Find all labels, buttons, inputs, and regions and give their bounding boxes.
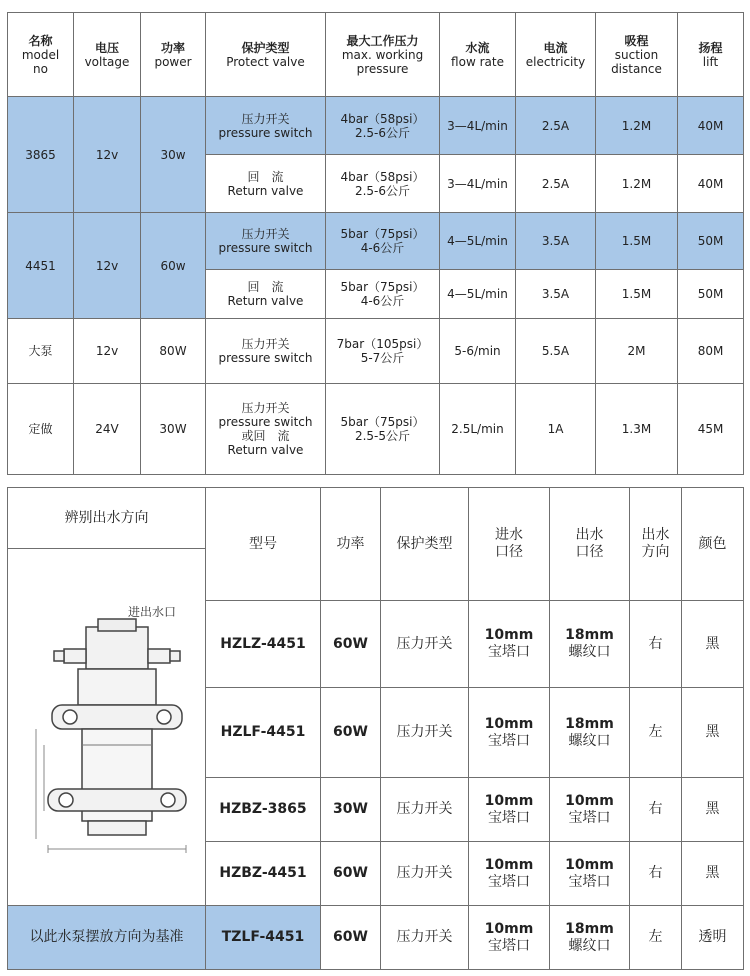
direction-cell: 左: [630, 906, 682, 970]
header-suction: 吸程 suction distance: [596, 13, 678, 97]
current-cell: 5.5A: [516, 319, 596, 384]
suction-cell: 2M: [596, 319, 678, 384]
pump-diagram-cell: [8, 549, 206, 906]
color-cell: 黑: [682, 778, 744, 842]
current-cell: 2.5A: [516, 97, 596, 155]
pressure-cell: 4bar（58psi） 2.5-6公斤: [326, 97, 440, 155]
valve-cell: 回 流 Return valve: [206, 270, 326, 319]
color-cell: 黑: [682, 842, 744, 906]
power-cell: 30W: [141, 384, 206, 475]
header-outlet: 出水 口径: [550, 488, 630, 601]
header-inlet: 进水 口径: [469, 488, 550, 601]
suction-cell: 1.5M: [596, 270, 678, 319]
direction-cell: 右: [630, 778, 682, 842]
valve-cell: 压力开关 pressure switch: [206, 97, 326, 155]
model-name-cell: HZLF-4451: [206, 688, 321, 778]
voltage-cell: 12v: [74, 213, 141, 319]
header-direction: 出水 方向: [630, 488, 682, 601]
model-row-highlight: [8, 906, 744, 970]
lift-cell: 80M: [678, 319, 744, 384]
current-cell: 2.5A: [516, 155, 596, 213]
protect-cell: 压力开关: [381, 601, 469, 688]
inlet-cell: 10mm 宝塔口: [469, 906, 550, 970]
model-header-row: [8, 488, 744, 549]
pump-diagram: [8, 549, 206, 904]
model-name-cell: TZLF-4451: [206, 906, 321, 970]
header-electricity: 电流 electricity: [516, 13, 596, 97]
outlet-cell: 10mm 宝塔口: [550, 778, 630, 842]
lift-cell: 50M: [678, 213, 744, 270]
model-name-cell: HZBZ-4451: [206, 842, 321, 906]
power-cell: 60W: [321, 688, 381, 778]
outlet-cell: 18mm 螺纹口: [550, 688, 630, 778]
flow-cell: 3—4L/min: [440, 155, 516, 213]
model-cell: 4451: [8, 213, 74, 319]
power-cell: 80W: [141, 319, 206, 384]
lift-cell: 50M: [678, 270, 744, 319]
valve-cell: 压力开关 pressure switch: [206, 213, 326, 270]
pressure-cell: 4bar（58psi） 2.5-6公斤: [326, 155, 440, 213]
flow-cell: 4—5L/min: [440, 213, 516, 270]
lift-cell: 40M: [678, 97, 744, 155]
power-cell: 60w: [141, 213, 206, 319]
model-name-cell: HZBZ-3865: [206, 778, 321, 842]
protect-cell: 压力开关: [381, 906, 469, 970]
header-protect: 保护类型: [381, 488, 469, 601]
voltage-cell: 12v: [74, 97, 141, 213]
model-table: [7, 487, 744, 970]
suction-cell: 1.5M: [596, 213, 678, 270]
direction-cell: 右: [630, 601, 682, 688]
orientation-note: 以此水泵摆放方向为基准: [8, 906, 206, 970]
header-lift: 扬程 lift: [678, 13, 744, 97]
suction-cell: 1.3M: [596, 384, 678, 475]
lift-cell: 45M: [678, 384, 744, 475]
flow-cell: 4—5L/min: [440, 270, 516, 319]
power-cell: 60W: [321, 906, 381, 970]
current-cell: 3.5A: [516, 270, 596, 319]
pressure-cell: 7bar（105psi） 5-7公斤: [326, 319, 440, 384]
power-cell: 60W: [321, 601, 381, 688]
voltage-cell: 24V: [74, 384, 141, 475]
color-cell: 黑: [682, 601, 744, 688]
model-cell: 大泵: [8, 319, 74, 384]
suction-cell: 1.2M: [596, 97, 678, 155]
header-flow-rate: 水流 flow rate: [440, 13, 516, 97]
header-voltage: 电压 voltage: [74, 13, 141, 97]
inlet-cell: 10mm 宝塔口: [469, 688, 550, 778]
power-cell: 30w: [141, 97, 206, 213]
spec-header-row: [8, 13, 744, 97]
flow-cell: 2.5L/min: [440, 384, 516, 475]
header-power: 功率 power: [141, 13, 206, 97]
voltage-cell: 12v: [74, 319, 141, 384]
spec-row: [8, 213, 744, 270]
direction-cell: 右: [630, 842, 682, 906]
valve-cell: 压力开关 pressure switch 或回 流 Return valve: [206, 384, 326, 475]
inlet-cell: 10mm 宝塔口: [469, 778, 550, 842]
header-protect-valve: 保护类型 Protect valve: [206, 13, 326, 97]
flow-cell: 3—4L/min: [440, 97, 516, 155]
header-color: 颜色: [682, 488, 744, 601]
pressure-cell: 5bar（75psi） 4-6公斤: [326, 213, 440, 270]
spec-table: [7, 12, 744, 475]
model-cell: 3865: [8, 97, 74, 213]
inlet-cell: 10mm 宝塔口: [469, 842, 550, 906]
outlet-cell: 18mm 螺纹口: [550, 601, 630, 688]
current-cell: 1A: [516, 384, 596, 475]
suction-cell: 1.2M: [596, 155, 678, 213]
inlet-outlet-label: 进出水口: [128, 605, 177, 619]
header-max-pressure: 最大工作压力 max. working pressure: [326, 13, 440, 97]
direction-title: 辨别出水方向: [8, 488, 206, 549]
spec-row: [8, 97, 744, 155]
inlet-cell: 10mm 宝塔口: [469, 601, 550, 688]
header-model-type: 型号: [206, 488, 321, 601]
lift-cell: 40M: [678, 155, 744, 213]
protect-cell: 压力开关: [381, 778, 469, 842]
pressure-cell: 5bar（75psi） 2.5-5公斤: [326, 384, 440, 475]
power-cell: 30W: [321, 778, 381, 842]
pressure-cell: 5bar（75psi） 4-6公斤: [326, 270, 440, 319]
valve-cell: 回 流 Return valve: [206, 155, 326, 213]
valve-cell: 压力开关 pressure switch: [206, 319, 326, 384]
color-cell: 黑: [682, 688, 744, 778]
outlet-cell: 18mm 螺纹口: [550, 906, 630, 970]
header-power: 功率: [321, 488, 381, 601]
protect-cell: 压力开关: [381, 688, 469, 778]
protect-cell: 压力开关: [381, 842, 469, 906]
current-cell: 3.5A: [516, 213, 596, 270]
spec-row: [8, 319, 744, 384]
outlet-cell: 10mm 宝塔口: [550, 842, 630, 906]
flow-cell: 5-6/min: [440, 319, 516, 384]
header-model: 名称 model no: [8, 13, 74, 97]
spec-row: [8, 384, 744, 475]
direction-cell: 左: [630, 688, 682, 778]
model-cell: 定做: [8, 384, 74, 475]
color-cell: 透明: [682, 906, 744, 970]
power-cell: 60W: [321, 842, 381, 906]
model-name-cell: HZLZ-4451: [206, 601, 321, 688]
